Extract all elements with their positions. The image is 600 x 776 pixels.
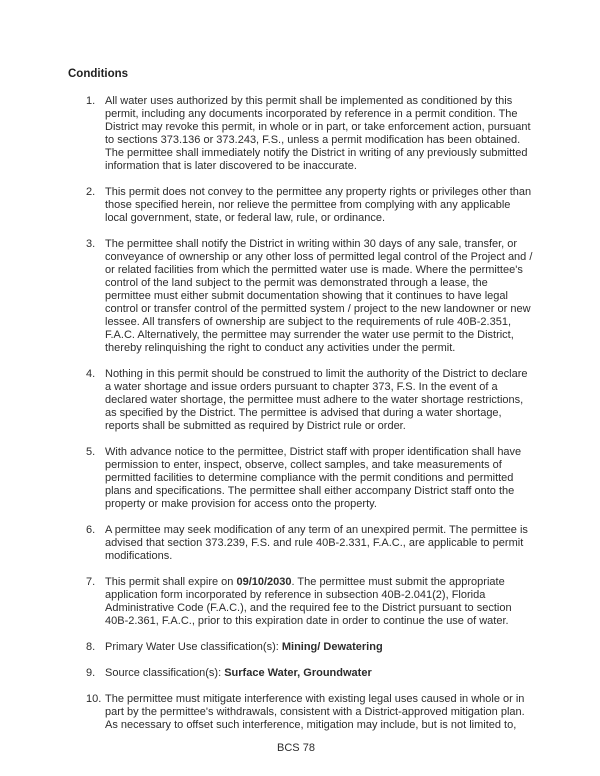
- condition-text-segment: This permit does not convey to the permittee any property rights or privileges other than those specified herein, nor relieve the permittee from complying with any applicable local government, state, or federal law, rule, or ordinance.: [105, 186, 532, 224]
- condition-text: [105, 446, 535, 511]
- condition-number: 2.: [86, 186, 96, 198]
- condition-text-segment: All water uses authorized by this permit shall be implemented as conditioned by this permit, including any documents incorporated by reference in a permit condition. The District may revoke this permit, in whole or in part, or take enforcement action, pursuant to sections 373.136 or 373.243, F.S., unless a permit modification has been obtained. The permittee shall immediately notify the District in writing of any previously submitted information that is later discovered to be inaccurate.: [105, 95, 531, 172]
- condition-text-bold-segment: Surface Water, Groundwater: [224, 667, 372, 679]
- condition-number: 10.: [86, 693, 102, 705]
- condition-item: [68, 693, 535, 732]
- condition-item: [68, 368, 535, 433]
- condition-item: [68, 238, 535, 355]
- condition-number: 9.: [86, 667, 96, 679]
- condition-text: [105, 641, 535, 654]
- condition-item: [68, 186, 535, 225]
- condition-number: 8.: [86, 641, 96, 653]
- condition-item: [68, 446, 535, 511]
- condition-text-segment: A permittee may seek modification of any term of an unexpired permit. The permittee is advised that section 373.239, F.S. and rule 40B-2.331, F.A.C., are applicable to permit modifications.: [105, 524, 528, 562]
- condition-number: 5.: [86, 446, 96, 458]
- condition-text-segment: This permit shall expire on: [105, 576, 237, 588]
- condition-text: [105, 186, 535, 225]
- condition-text-bold-segment: 09/10/2030: [236, 576, 292, 588]
- condition-text-segment: Primary Water Use classification(s):: [105, 641, 282, 653]
- section-heading: Conditions: [68, 68, 129, 80]
- condition-item: [68, 95, 535, 173]
- condition-text-segment: Nothing in this permit should be construed to limit the authority of the District to declare a water shortage and issue orders pursuant to chapter 373, F.S. In the event of a declared water shortage, the permittee must adhere to the water shortage restrictions, as specified by the District. The permittee is advised that during a water shortage, reports shall be submitted as required by District rule or order.: [105, 368, 528, 432]
- condition-number: 6.: [86, 524, 96, 536]
- condition-text: [105, 576, 535, 628]
- condition-text-segment: . The permittee must submit the appropriate application form incorporated by reference in subsection 40B-2.041(2), Florida Administrative Code (F.A.C.), and the required fee to the District pursuant to section 40B-2.361, F.A.C., prior to this expiration date in order to continue the use of water.: [105, 576, 512, 627]
- condition-text-segment: The permittee must mitigate interference with existing legal uses caused in whole or in part by the permittee's withdrawals, consistent with a District-approved mitigation plan. As necessary to offset such interference, mitigation may include, but is not limited to,: [105, 693, 525, 731]
- condition-text-bold-segment: Mining/ Dewatering: [281, 641, 383, 653]
- condition-item: [68, 667, 535, 680]
- condition-number: 7.: [86, 576, 96, 588]
- condition-number: 4.: [86, 368, 96, 380]
- condition-text: [105, 238, 535, 355]
- condition-text: [105, 95, 535, 173]
- condition-text: [105, 524, 535, 563]
- condition-number: 3.: [86, 238, 96, 250]
- condition-text: [105, 368, 535, 433]
- condition-text-segment: With advance notice to the permittee, District staff with proper identification shall have permission to enter, inspect, observe, collect samples, and take measurements of permitted facilities to determine compliance with the permit conditions and permitted plans and specifications. The permittee shall either accompany District staff onto the property or make provision for access onto the property.: [105, 446, 522, 510]
- condition-text-segment: Source classification(s):: [105, 667, 225, 679]
- condition-item: [68, 576, 535, 628]
- condition-number: 1.: [86, 95, 96, 107]
- condition-text: [105, 693, 535, 732]
- condition-text-segment: The permittee shall notify the District in writing within 30 days of any sale, transfer, or conveyance of ownership or any other loss of permitted legal control of the Project and / or related facilities from which the permitted water use is made. Where the permittee's control of the land subject to the permit was demonstrated through a lease, the permittee must either submit documentation showing that it continues to have legal control or transfer control of the permitted system / project to the new landowner or new lessee. All transfers of ownership are subject to the requirements of rule 40B-2.351, F.A.C. Alternatively, the permittee may surrender the water use permit to the District, thereby relinquishing the right to conduct any activities under the permit.: [105, 238, 533, 354]
- document-content: [68, 68, 535, 745]
- conditions-list: [68, 95, 535, 732]
- page-footer: BCS 78: [277, 742, 315, 754]
- condition-item: [68, 641, 535, 654]
- condition-item: [68, 524, 535, 563]
- condition-text: [105, 667, 535, 680]
